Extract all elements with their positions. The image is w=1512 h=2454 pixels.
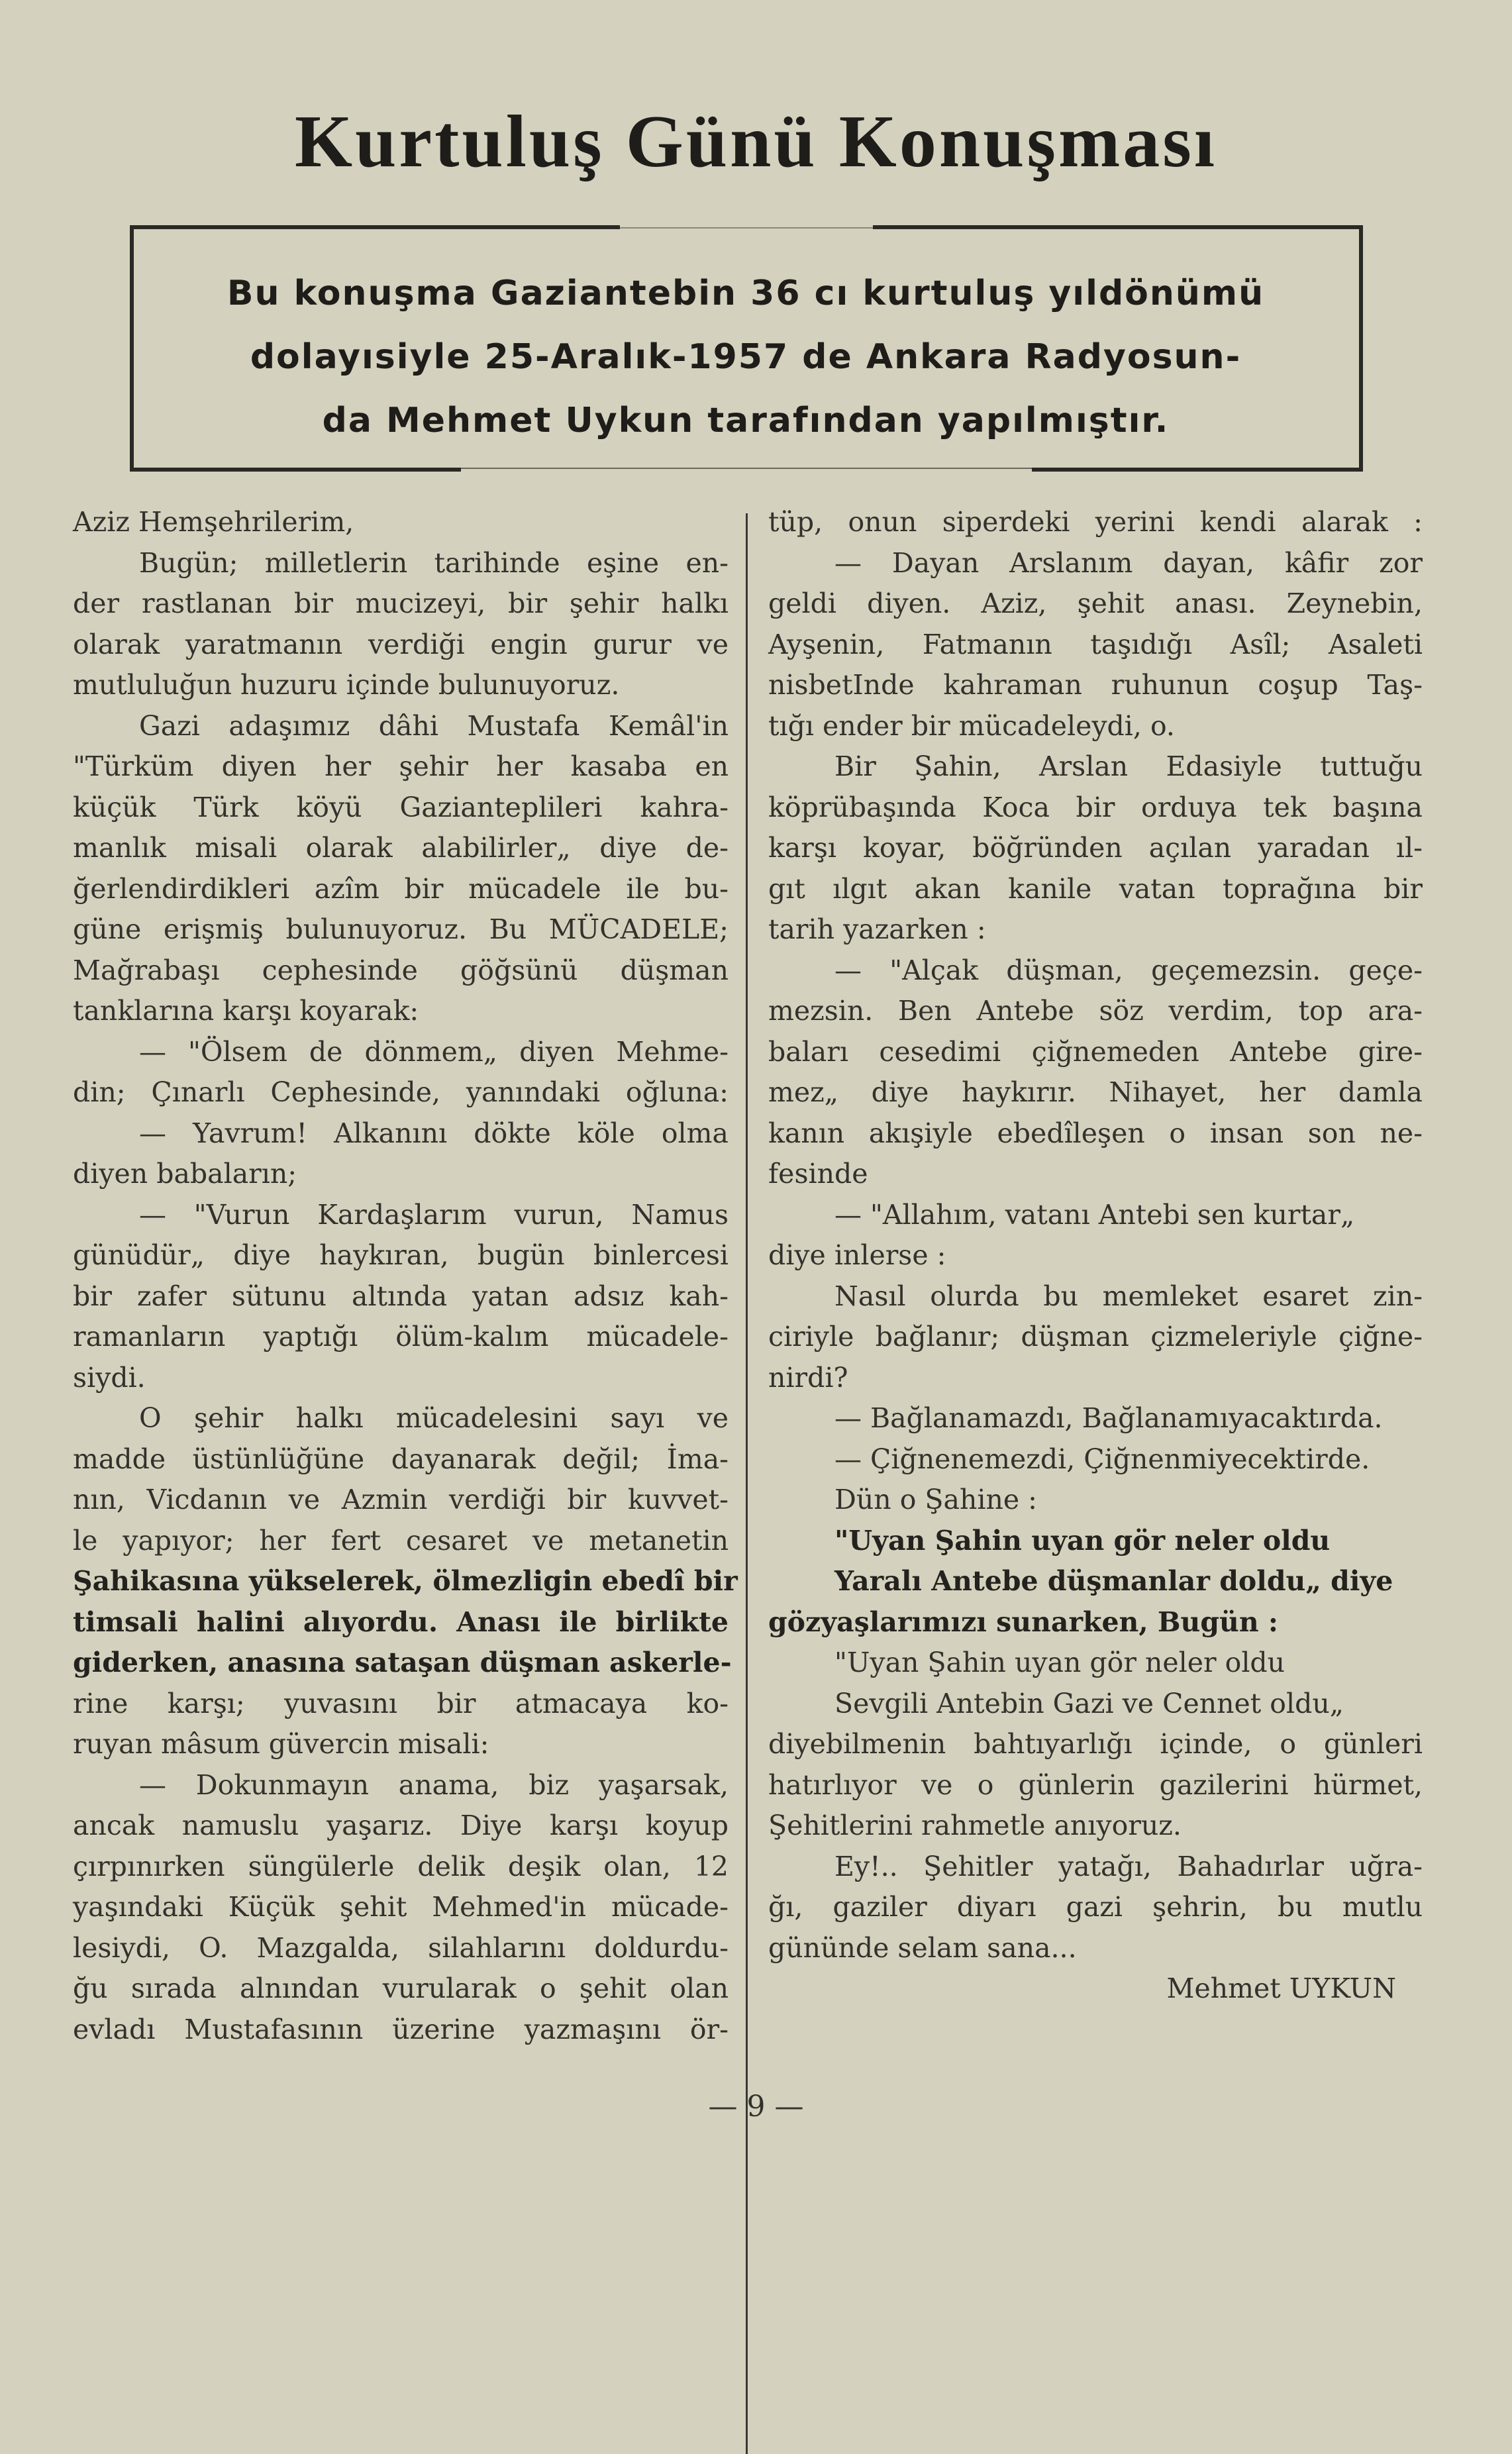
text-line: güne erişmiş bulunuyoruz. Bu MÜCADELE; [73,913,729,945]
text-line: geldi diyen. Aziz, şehit anası. Zeynebin, [768,588,1423,619]
text-line: küçük Türk köyü Gaziantеplileri kahra- [73,791,729,823]
text-line: baları cesedimi çiğnemeden Antebe gire- [768,1035,1423,1068]
text-line: lesiydi, O. Mazgalda, silahlarını doldurdu- [73,1931,729,1964]
text-line: ciriyle bağlanır; düşman çizmeleriyle çiğne- [768,1321,1423,1353]
text-line: diyebilmenin bahtıyarlığı içinde, o günleri [768,1728,1423,1760]
text-line: madde üstünlüğüne dayanarak değil; İma- [73,1443,729,1475]
text-line: rine karşı; yuvasını bir atmacaya ko- [73,1687,729,1719]
text-line: — "Ölsem de dönmem„ diyen Mehme- [139,1035,729,1068]
text-line: tığı ender bir mücadeleydi, o. [768,709,1175,742]
text-line: çırpınırken süngülerle delik deşik olan, 12 [73,1850,729,1882]
text-line: Dün o Şahine : [834,1484,1037,1515]
text-line: fesinde [768,1158,868,1190]
text-line: köprübaşında Koca bir orduya tek başına [768,791,1423,823]
text-line: giderken, anasına sataşan düşman askerle- [73,1647,732,1678]
text-line: evladı Mustafasının üzerine yazmaşını ör- [73,2013,729,2045]
text-line: tanklarına karşı koyarak: [73,995,419,1027]
text-line: — "Vurun Kardaşlarım vurun, Namus [139,1198,729,1231]
text-line: Bir Şahin, Arslan Edasiyle tuttuğu [834,750,1423,782]
text-line: Aziz Hemşehrilerim, [73,506,354,538]
text-line: ancak namuslu yaşarız. Diye karşı koyup [73,1810,729,1841]
left-column [73,502,738,2050]
box-border-left [130,225,134,472]
text-line: bir zafer sütunu altında yatan adsız kah- [73,1280,729,1312]
text-line: — Dokunmayın anama, biz yaşarsak, [139,1768,729,1801]
article-title: Kurtuluş Günü Konuşması [295,101,1217,183]
text-line: — Bağlanamazdı, Bağlanamıyacaktırda. [834,1402,1383,1434]
text-line: kanın akışiyle ebedîleşen o insan son ne- [768,1117,1423,1149]
intro-line: da Mehmet Uykun tarafından yapılmıştır. [322,401,1170,440]
text-line: olarak yaratmanın verdiği engin gurur ve [73,628,729,660]
text-line: le yapıyor; her fert cesaret ve metanetin [73,1524,729,1557]
box-border-right [1359,225,1363,472]
text-line: mez„ diye haykırır. Nihayet, her damla [768,1076,1423,1108]
text-line: diye inlerse : [768,1239,946,1271]
text-line: "Türküm diyen her şehir her kasaba en [73,750,729,782]
text-line: timsali halini alıyordu. Anası ile birlikte [73,1606,729,1638]
text-line: Nasıl olurda bu memleket esaret zin- [834,1280,1423,1312]
text-line: Mağrabaşı cephesinde göğsünü düşman [73,954,729,986]
text-line: Bugün; milletlerin tarihinde eşine en- [139,546,729,579]
text-line: tarih yazarken : [768,913,986,945]
text-line: gıt ılgıt akan kanile vatan toprağına bir [768,872,1423,905]
text-line: Gazi adaşımız dâhi Mustafa Kemâl'in [139,709,729,742]
column-divider [746,513,748,2454]
text-line: nirdi? [768,1361,848,1394]
box-border-bottom-middle [461,468,1032,469]
text-line: nın, Vicdanın ve Azmin verdiği bir kuvvet- [73,1484,729,1515]
text-line: din; Çınarlı Cephesinde, yanındaki oğluna: [73,1076,729,1108]
text-line: nisbetInde kahraman ruhunun coşup Taş- [768,669,1423,701]
text-line: "Uyan Şahin uyan gör neler oldu [834,1524,1331,1557]
text-line: hatırlıyor ve o günlerin gazilerini hürmet, [768,1768,1423,1801]
author-signature: Mehmet UYKUN [1166,1972,1396,2004]
text-line: Yaralı Antebe düşmanlar doldu„ diye [834,1565,1393,1597]
text-line: yaşındaki Küçük şehit Mehmed'in mücade- [73,1891,729,1923]
text-line: — Dayan Arslanım dayan, kâfir zor [834,546,1423,579]
text-line: manlık misali olarak alabilirler„ diye de- [73,832,729,864]
text-line: — "Allahım, vatanı Antebi sen kurtar„ [834,1198,1355,1231]
text-line: ruyan mâsum güvercin misali: [73,1728,489,1760]
text-line: O şehir halkı mücadelesini sayı ve [139,1402,729,1434]
text-line: siydi. [73,1361,146,1394]
text-line: Sevgili Antebin Gazi ve Cennet oldu„ [834,1687,1344,1719]
text-line: — Çiğnenemezdi, Çiğnenmiyecektirde. [834,1443,1370,1475]
right-column [768,502,1423,2010]
text-line: ğu sırada alnından vurularak o şehit olan [73,1972,729,2004]
text-line: — "Alçak düşman, geçemezsin. geçe- [834,954,1423,986]
text-line: der rastlanan bir mucizeyi, bir şehir halkı [73,588,729,619]
text-line: diyen babaların; [73,1158,297,1190]
text-line: tüp, onun siperdeki yerini kendi alarak : [768,506,1423,538]
text-line: "Uyan Şahin uyan gör neler oldu [834,1647,1285,1678]
text-line: karşı koyar, böğründen açılan yaradan ıl- [768,832,1423,864]
text-line: Ayşenin, Fatmanın taşıdığı Asîl; Asaleti [768,628,1423,660]
intro-line: dolayısiyle 25-Aralık-1957 de Ankara Radyosun- [250,337,1242,377]
text-line: mutluluğun huzuru içinde bulunuyoruz. [73,669,620,701]
text-line: Şehitlerini rahmetle anıyoruz. [768,1810,1182,1841]
box-border-top-right [873,225,1363,229]
text-line: günüdür„ diye haykıran, bugün binlercesi [73,1239,729,1271]
intro-text [150,262,1342,452]
box-border-top-middle [620,227,873,229]
text-line: Ey!.. Şehitler yatağı, Bahadırlar uğra- [834,1850,1423,1882]
text-line: gözyaşlarımızı sunarken, Bugün : [768,1606,1279,1638]
text-line: mezsin. Ben Antebe söz verdim, top ara- [768,995,1423,1027]
page-number: — 9 — [708,2090,804,2123]
box-border-top-left [130,225,620,229]
text-line: — Yavrum! Alkanını dökte köle olma [139,1117,729,1149]
text-line: gününde selam sana... [768,1931,1077,1964]
intro-line: Bu konuşma Gaziantebin 36 cı kurtuluş yıldönümü [227,274,1265,313]
box-border-bottom-left [130,468,461,472]
box-border-bottom-right [1032,468,1363,472]
intro-box [130,225,1363,472]
text-line: ğerlendirdikleri azîm bir mücadele ile bu- [73,872,729,905]
text-line: ğı, gaziler diyarı gazi şehrin, bu mutlu [768,1891,1423,1923]
text-line: ramanların yaptığı ölüm-kalım mücadele- [73,1321,729,1353]
text-line: Şahikasına yükselerek, ölmezligin ebedî bir [73,1565,738,1597]
